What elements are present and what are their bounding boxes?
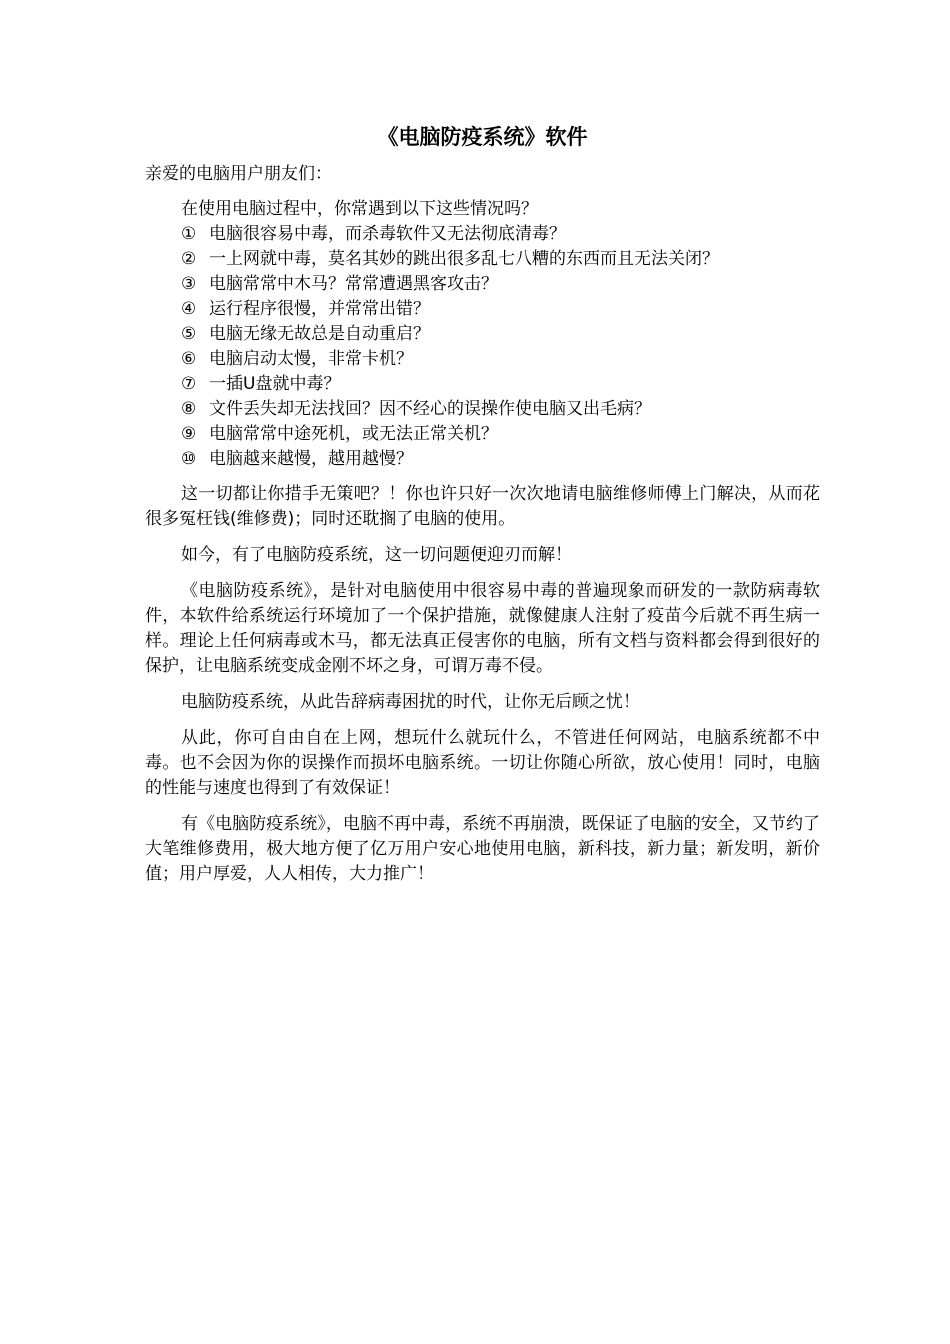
list-item-number: ⑩ [181,449,197,469]
paragraph-description: 《电脑防疫系统》，是针对电脑使用中很容易中毒的普遍现象而研发的一款防病毒软件，本软件给系统运行环境加了一个保护措施，就像健康人注射了疫苗今后就不再生病一样。理论上任何病毒或木马，都无法真正侵害你的电脑，所有文档与资料都会得到很好的保护，让电脑系统变成金刚不坏之身，可谓万毒不侵。 [145,581,820,676]
list-item [181,397,820,422]
paragraph-benefits: 从此，你可自由自在上网，想玩什么就玩什么，不管进任何网站，电脑系统都不中毒。也不会因为你的误操作而损坏电脑系统。一切让你随心所欲，放心使用！同时，电脑的性能与速度也得到了有效保证！ [145,728,820,798]
paragraph-solution: 如今，有了电脑防疫系统，这一切问题便迎刃而解！ [181,545,572,565]
list-item [181,347,820,372]
paragraph-conclusion: 有《电脑防疫系统》，电脑不再中毒，系统不再崩溃，既保证了电脑的安全，又节约了大笔维修费用，极大地方便了亿万用户安心地使用电脑，新科技，新力量；新发明，新价值；用户厚爱，人人相传，大力推广！ [145,814,820,884]
list-item [181,222,820,247]
list-item [181,422,820,447]
issue-list [145,222,820,472]
list-item-number: ⑨ [181,424,197,444]
salutation: 亲爱的电脑用户朋友们： [145,164,332,184]
list-item-number: ② [181,249,197,269]
list-item-number: ⑥ [181,349,197,369]
list-item-number: ③ [181,274,197,294]
list-item [181,272,820,297]
list-item-text: 电脑无缘无故总是自动重启？ [209,324,430,344]
list-item [181,372,820,397]
list-item-number: ⑤ [181,324,197,344]
list-item-number: ④ [181,299,197,319]
list-item-text: 电脑常常中途死机，或无法正常关机？ [209,424,498,444]
list-item [181,247,820,272]
paragraph-slogan: 电脑防疫系统，从此告辞病毒困扰的时代，让你无后顾之忧！ [181,692,640,712]
list-item-number: ⑦ [181,374,197,394]
list-item-text: 运行程序很慢，并常常出错？ [209,299,430,319]
paragraph-problem: 这一切都让你措手无策吧？！你也许只好一次次地请电脑维修师傅上门解决，从而花很多冤枉钱(维修费)；同时还耽搁了电脑的使用。 [145,484,820,529]
list-item-text: 电脑越来越慢，越用越慢？ [209,449,413,469]
list-item-number: ① [181,224,197,244]
list-item-text: 一上网就中毒，莫名其妙的跳出很多乱七八糟的东西而且无法关闭？ [209,249,719,269]
list-item [181,322,820,347]
list-item [181,297,820,322]
list-item [181,447,820,472]
document-page [145,120,820,898]
list-item-number: ⑧ [181,399,197,419]
intro-question: 在使用电脑过程中，你常遇到以下这些情况吗？ [181,199,538,219]
document-title: 《电脑防疫系统》软件 [377,125,588,149]
list-item-text: 文件丢失却无法找回？因不经心的误操作使电脑又出毛病？ [209,399,651,419]
list-item-text: 一插U盘就中毒？ [209,374,341,394]
list-item-text: 电脑启动太慢，非常卡机？ [209,349,413,369]
list-item-text: 电脑很容易中毒，而杀毒软件又无法彻底清毒？ [209,224,566,244]
list-item-text: 电脑常常中木马？常常遭遇黑客攻击？ [209,274,498,294]
